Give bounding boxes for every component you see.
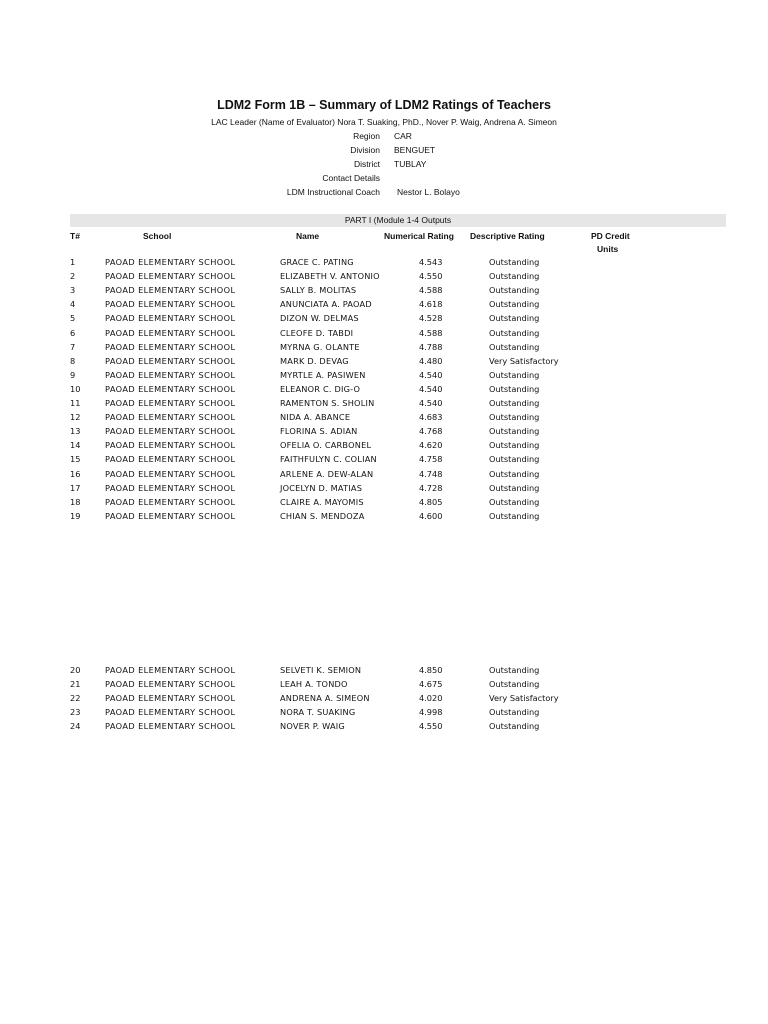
cell-rating: 4.805 — [419, 496, 443, 507]
cell-num: 3 — [70, 285, 76, 296]
cell-name: SALLY B. MOLITAS — [280, 285, 357, 296]
cell-num: 18 — [70, 496, 81, 507]
cell-desc: Outstanding — [489, 707, 540, 717]
cell-num: 8 — [70, 355, 76, 366]
cell-num: 4 — [70, 299, 76, 310]
cell-num: 23 — [70, 707, 81, 717]
column-header-pd-credit: PD Credit — [591, 231, 630, 241]
table-row — [0, 285, 768, 299]
cell-name: LEAH A. TONDO — [280, 679, 348, 689]
meta-value: TUBLAY — [394, 159, 427, 169]
cell-rating: 4.540 — [419, 383, 443, 394]
cell-school: PAOAD ELEMENTARY SCHOOL — [105, 257, 236, 267]
cell-name: FAITHFULYN C. COLIAN — [280, 454, 377, 465]
cell-num: 11 — [70, 398, 81, 408]
cell-num: 9 — [70, 369, 76, 380]
column-header-rating: Numerical Rating — [384, 231, 454, 241]
cell-name: JOCELYN D. MATIAS — [280, 482, 363, 493]
cell-desc: Outstanding — [489, 341, 540, 352]
cell-school: PAOAD ELEMENTARY SCHOOL — [105, 510, 236, 521]
cell-desc: Outstanding — [489, 679, 540, 689]
cell-school: PAOAD ELEMENTARY SCHOOL — [105, 482, 236, 493]
cell-num: 2 — [70, 271, 76, 282]
table-row — [0, 257, 768, 271]
cell-num: 5 — [70, 313, 76, 324]
cell-name: CHIAN S. MENDOZA — [280, 510, 365, 521]
meta-value: CAR — [394, 131, 412, 141]
cell-num: 10 — [70, 383, 81, 394]
cell-desc: Outstanding — [489, 482, 540, 493]
cell-desc: Outstanding — [489, 257, 540, 267]
cell-rating: 4.020 — [419, 693, 443, 703]
meta-row-contact — [0, 173, 768, 185]
cell-name: SELVETI K. SEMION — [280, 665, 362, 675]
table-row — [0, 454, 768, 468]
cell-desc: Outstanding — [489, 369, 540, 380]
cell-desc: Outstanding — [489, 299, 540, 310]
part-band: PART I (Module 1-4 Outputs — [70, 214, 726, 227]
cell-school: PAOAD ELEMENTARY SCHOOL — [105, 383, 236, 394]
cell-num: 20 — [70, 665, 81, 675]
cell-name: CLEOFE D. TABDI — [280, 327, 354, 338]
meta-row-division — [0, 145, 768, 157]
cell-rating: 4.675 — [419, 679, 443, 689]
cell-num: 17 — [70, 482, 81, 493]
meta-value: Nestor L. Bolayo — [397, 187, 460, 197]
cell-num: 24 — [70, 721, 81, 731]
cell-desc: Outstanding — [489, 383, 540, 394]
cell-num: 19 — [70, 510, 81, 521]
cell-num: 1 — [70, 257, 76, 267]
cell-num: 21 — [70, 679, 81, 689]
cell-desc: Outstanding — [489, 327, 540, 338]
table-row — [0, 426, 768, 440]
table-row — [0, 721, 768, 735]
cell-rating: 4.728 — [419, 482, 443, 493]
table-row — [0, 665, 768, 679]
cell-school: PAOAD ELEMENTARY SCHOOL — [105, 369, 236, 380]
cell-rating: 4.748 — [419, 468, 443, 479]
table-row — [0, 707, 768, 721]
cell-rating: 4.618 — [419, 299, 443, 310]
table-row — [0, 384, 768, 398]
cell-rating: 4.758 — [419, 454, 443, 465]
cell-rating: 4.620 — [419, 440, 443, 451]
meta-value: BENGUET — [394, 145, 436, 155]
cell-rating: 4.540 — [419, 369, 443, 380]
cell-rating: 4.788 — [419, 341, 443, 352]
cell-school: PAOAD ELEMENTARY SCHOOL — [105, 327, 236, 338]
cell-school: PAOAD ELEMENTARY SCHOOL — [105, 355, 236, 366]
cell-num: 16 — [70, 468, 81, 479]
cell-school: PAOAD ELEMENTARY SCHOOL — [105, 721, 236, 731]
column-header-descriptive: Descriptive Rating — [470, 231, 545, 241]
table-row — [0, 328, 768, 342]
cell-desc: Outstanding — [489, 468, 540, 479]
cell-name: DIZON W. DELMAS — [280, 313, 359, 324]
cell-rating: 4.850 — [419, 665, 443, 675]
cell-name: FLORINA S. ADIAN — [280, 426, 358, 437]
cell-rating: 4.528 — [419, 313, 443, 324]
meta-row-district — [0, 159, 768, 171]
cell-name: OFELIA O. CARBONEL — [280, 440, 372, 451]
column-header-num: T# — [70, 231, 80, 241]
table-row — [0, 370, 768, 384]
document-title: LDM2 Form 1B – Summary of LDM2 Ratings of Teachers — [217, 98, 551, 112]
cell-name: NOVER P. WAIG — [280, 721, 345, 731]
meta-row-region — [0, 131, 768, 143]
meta-label: District — [354, 159, 380, 169]
table-row — [0, 440, 768, 454]
meta-label: Region — [353, 131, 380, 141]
column-header-school: School — [143, 231, 172, 241]
cell-school: PAOAD ELEMENTARY SCHOOL — [105, 496, 236, 507]
cell-desc: Outstanding — [489, 440, 540, 451]
cell-name: MYRNA G. OLANTE — [280, 341, 360, 352]
cell-rating: 4.683 — [419, 412, 443, 423]
cell-num: 13 — [70, 426, 81, 437]
cell-desc: Outstanding — [489, 665, 540, 675]
table-row — [0, 693, 768, 707]
table-row — [0, 511, 768, 525]
lac-leader-line: LAC Leader (Name of Evaluator) Nora T. Suaking, PhD., Nover P. Waig, Andrena A. Simeon — [211, 117, 557, 127]
cell-num: 15 — [70, 454, 81, 465]
cell-name: ANUNCIATA A. PAOAD — [280, 299, 372, 310]
table-row — [0, 271, 768, 285]
cell-school: PAOAD ELEMENTARY SCHOOL — [105, 341, 236, 352]
cell-rating: 4.540 — [419, 398, 443, 408]
cell-school: PAOAD ELEMENTARY SCHOOL — [105, 440, 236, 451]
table-row — [0, 313, 768, 327]
cell-school: PAOAD ELEMENTARY SCHOOL — [105, 679, 236, 689]
cell-name: ELIZABETH V. ANTONIO — [280, 271, 380, 282]
cell-desc: Outstanding — [489, 285, 540, 296]
cell-school: PAOAD ELEMENTARY SCHOOL — [105, 665, 236, 675]
cell-school: PAOAD ELEMENTARY SCHOOL — [105, 299, 236, 310]
column-header-pd-units: Units — [597, 244, 619, 254]
cell-num: 14 — [70, 440, 81, 451]
cell-num: 22 — [70, 693, 81, 703]
cell-name: CLAIRE A. MAYOMIS — [280, 496, 364, 507]
cell-school: PAOAD ELEMENTARY SCHOOL — [105, 271, 236, 282]
cell-rating: 4.600 — [419, 510, 443, 521]
meta-label: Contact Details — [322, 173, 380, 183]
table-row — [0, 412, 768, 426]
meta-label: LDM Instructional Coach — [286, 187, 380, 197]
cell-name: RAMENTON S. SHOLIN — [280, 398, 375, 408]
meta-label: Division — [350, 145, 380, 155]
table-row — [0, 299, 768, 313]
cell-desc: Outstanding — [489, 510, 540, 521]
cell-name: MARK D. DEVAG — [280, 355, 349, 366]
cell-school: PAOAD ELEMENTARY SCHOOL — [105, 426, 236, 437]
cell-rating: 4.588 — [419, 327, 443, 338]
table-row — [0, 679, 768, 693]
cell-rating: 4.480 — [419, 355, 443, 366]
cell-name: ARLENE A. DEW-ALAN — [280, 468, 374, 479]
table-row — [0, 342, 768, 356]
column-header-name: Name — [296, 231, 320, 241]
table-row — [0, 469, 768, 483]
cell-rating: 4.550 — [419, 271, 443, 282]
cell-school: PAOAD ELEMENTARY SCHOOL — [105, 313, 236, 324]
cell-desc: Outstanding — [489, 313, 540, 324]
cell-desc: Outstanding — [489, 426, 540, 437]
cell-num: 7 — [70, 341, 76, 352]
cell-desc: Outstanding — [489, 398, 540, 408]
cell-rating: 4.588 — [419, 285, 443, 296]
cell-desc: Very Satisfactory — [489, 355, 559, 366]
cell-name: NIDA A. ABANCE — [280, 412, 351, 423]
cell-num: 12 — [70, 412, 81, 423]
cell-desc: Very Satisfactory — [489, 693, 559, 703]
cell-name: GRACE C. PATING — [280, 257, 354, 267]
cell-name: NORA T. SUAKING — [280, 707, 356, 717]
cell-school: PAOAD ELEMENTARY SCHOOL — [105, 693, 236, 703]
cell-school: PAOAD ELEMENTARY SCHOOL — [105, 398, 236, 408]
cell-desc: Outstanding — [489, 271, 540, 282]
table-row — [0, 483, 768, 497]
cell-desc: Outstanding — [489, 496, 540, 507]
cell-school: PAOAD ELEMENTARY SCHOOL — [105, 454, 236, 465]
cell-rating: 4.543 — [419, 257, 443, 267]
cell-num: 6 — [70, 327, 76, 338]
table-row — [0, 497, 768, 511]
table-row — [0, 356, 768, 370]
cell-name: ANDRENA A. SIMEON — [280, 693, 370, 703]
meta-row-coach — [0, 187, 768, 199]
cell-desc: Outstanding — [489, 454, 540, 465]
cell-school: PAOAD ELEMENTARY SCHOOL — [105, 412, 236, 423]
cell-name: ELEANOR C. DIG-O — [280, 383, 361, 394]
table-row — [0, 398, 768, 412]
cell-desc: Outstanding — [489, 412, 540, 423]
cell-school: PAOAD ELEMENTARY SCHOOL — [105, 468, 236, 479]
cell-rating: 4.998 — [419, 707, 443, 717]
cell-rating: 4.768 — [419, 426, 443, 437]
cell-school: PAOAD ELEMENTARY SCHOOL — [105, 285, 236, 296]
cell-school: PAOAD ELEMENTARY SCHOOL — [105, 707, 236, 717]
cell-name: MYRTLE A. PASIWEN — [280, 369, 366, 380]
cell-desc: Outstanding — [489, 721, 540, 731]
cell-rating: 4.550 — [419, 721, 443, 731]
